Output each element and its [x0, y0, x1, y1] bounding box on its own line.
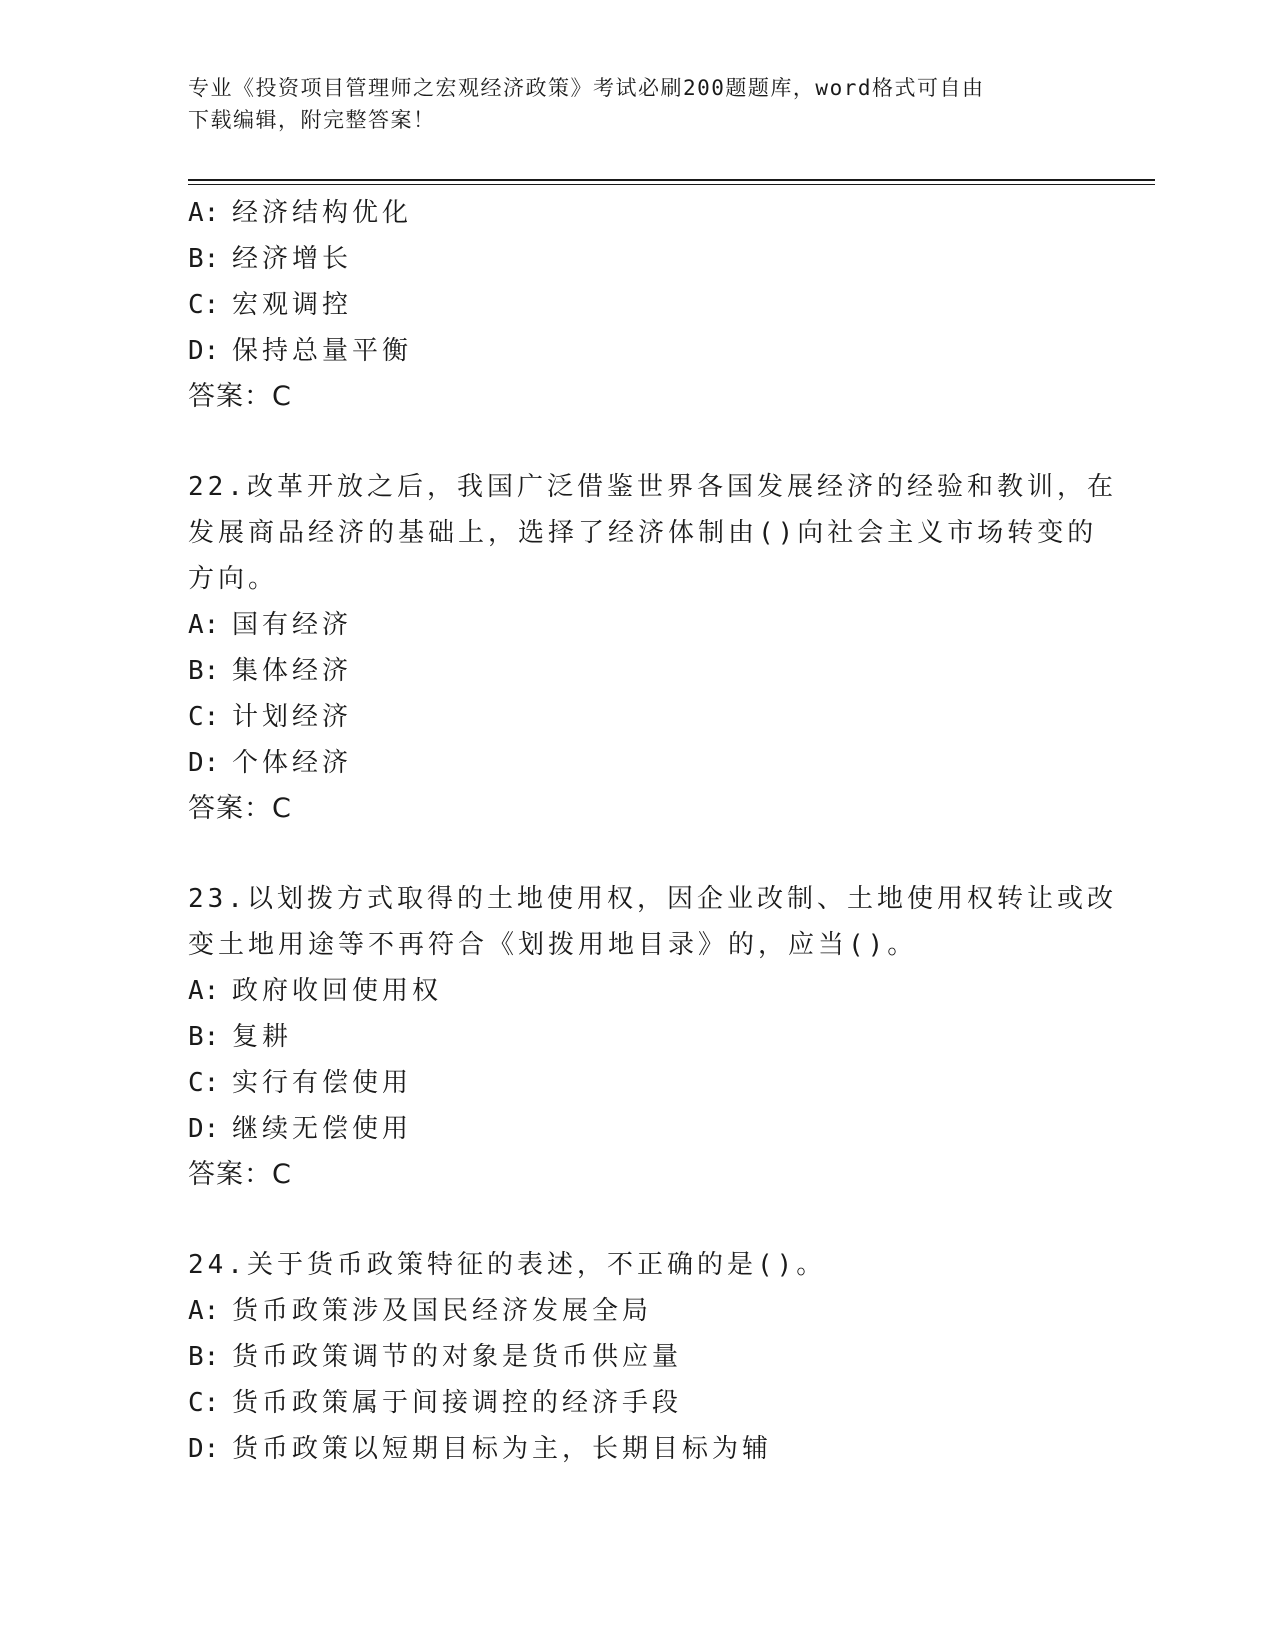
option-text: 宏观调控	[232, 290, 353, 320]
option-text: 个体经济	[232, 748, 353, 778]
question-text-line: 24.关于货币政策特征的表述，不正确的是()。	[188, 1250, 827, 1280]
header-rule-thick	[188, 179, 1155, 181]
option-letter: D:	[188, 1114, 220, 1144]
option-letter: C:	[188, 1068, 220, 1098]
option-d	[188, 328, 1088, 374]
option-letter: A:	[188, 198, 220, 228]
option-letter: A:	[188, 610, 220, 640]
option-a	[188, 190, 1088, 236]
option-letter: B:	[188, 1022, 220, 1052]
option-d	[188, 1426, 1088, 1472]
option-letter: B:	[188, 1342, 220, 1372]
question-21	[188, 190, 1088, 420]
option-a	[188, 968, 1088, 1014]
question-list	[188, 190, 1117, 1472]
option-text: 继续无偿使用	[232, 1114, 413, 1144]
option-text: 实行有偿使用	[232, 1068, 413, 1098]
option-d	[188, 1106, 1088, 1152]
option-text: 经济增长	[232, 244, 353, 274]
option-letter: D:	[188, 748, 220, 778]
header-line-2: 下载编辑，附完整答案！	[188, 108, 436, 132]
option-text: 集体经济	[232, 656, 353, 686]
option-c	[188, 1380, 1088, 1426]
option-b	[188, 648, 1088, 694]
header-line-1: 专业《投资项目管理师之宏观经济政策》考试必刷200题题库，word格式可自由	[188, 76, 985, 100]
option-a	[188, 1288, 1088, 1334]
option-letter: A:	[188, 1296, 220, 1326]
option-text: 货币政策涉及国民经济发展全局	[232, 1296, 653, 1326]
question-text-line: 方向。	[188, 564, 279, 594]
option-text: 货币政策属于间接调控的经济手段	[232, 1388, 683, 1418]
option-b	[188, 1014, 1088, 1060]
option-c	[188, 282, 1088, 328]
question-text-line: 22.改革开放之后，我国广泛借鉴世界各国发展经济的经验和教训，在	[188, 472, 1117, 502]
spacer	[188, 1198, 1088, 1242]
option-letter: C:	[188, 1388, 220, 1418]
option-letter: A:	[188, 976, 220, 1006]
option-letter: B:	[188, 244, 220, 274]
option-letter: C:	[188, 290, 220, 320]
option-text: 货币政策调节的对象是货币供应量	[232, 1342, 683, 1372]
option-text: 经济结构优化	[232, 198, 413, 228]
answer: 答案：C	[188, 793, 292, 824]
option-text: 货币政策以短期目标为主，长期目标为辅	[232, 1434, 773, 1464]
spacer	[188, 420, 1088, 464]
question-24	[188, 1242, 1088, 1472]
answer: 答案：C	[188, 1159, 292, 1190]
option-text: 计划经济	[232, 702, 353, 732]
header-rule-thin	[188, 184, 1155, 185]
option-b	[188, 236, 1088, 282]
option-a	[188, 602, 1088, 648]
option-text: 保持总量平衡	[232, 336, 413, 366]
option-letter: D:	[188, 1434, 220, 1464]
option-c	[188, 1060, 1088, 1106]
question-text-line: 发展商品经济的基础上，选择了经济体制由()向社会主义市场转变的	[188, 518, 1098, 548]
option-letter: B:	[188, 656, 220, 686]
option-b	[188, 1334, 1088, 1380]
option-d	[188, 740, 1088, 786]
option-c	[188, 694, 1088, 740]
answer: 答案：C	[188, 381, 292, 412]
question-text-line: 23.以划拨方式取得的土地使用权，因企业改制、土地使用权转让或改	[188, 884, 1117, 914]
document-header	[188, 72, 1078, 136]
spacer	[188, 832, 1088, 876]
option-letter: C:	[188, 702, 220, 732]
option-text: 国有经济	[232, 610, 353, 640]
option-text: 复耕	[232, 1022, 293, 1052]
option-text: 政府收回使用权	[232, 976, 443, 1006]
question-22	[188, 464, 1117, 832]
question-23	[188, 876, 1117, 1198]
question-text-line: 变土地用途等不再符合《划拨用地目录》的，应当()。	[188, 930, 918, 960]
option-letter: D:	[188, 336, 220, 366]
